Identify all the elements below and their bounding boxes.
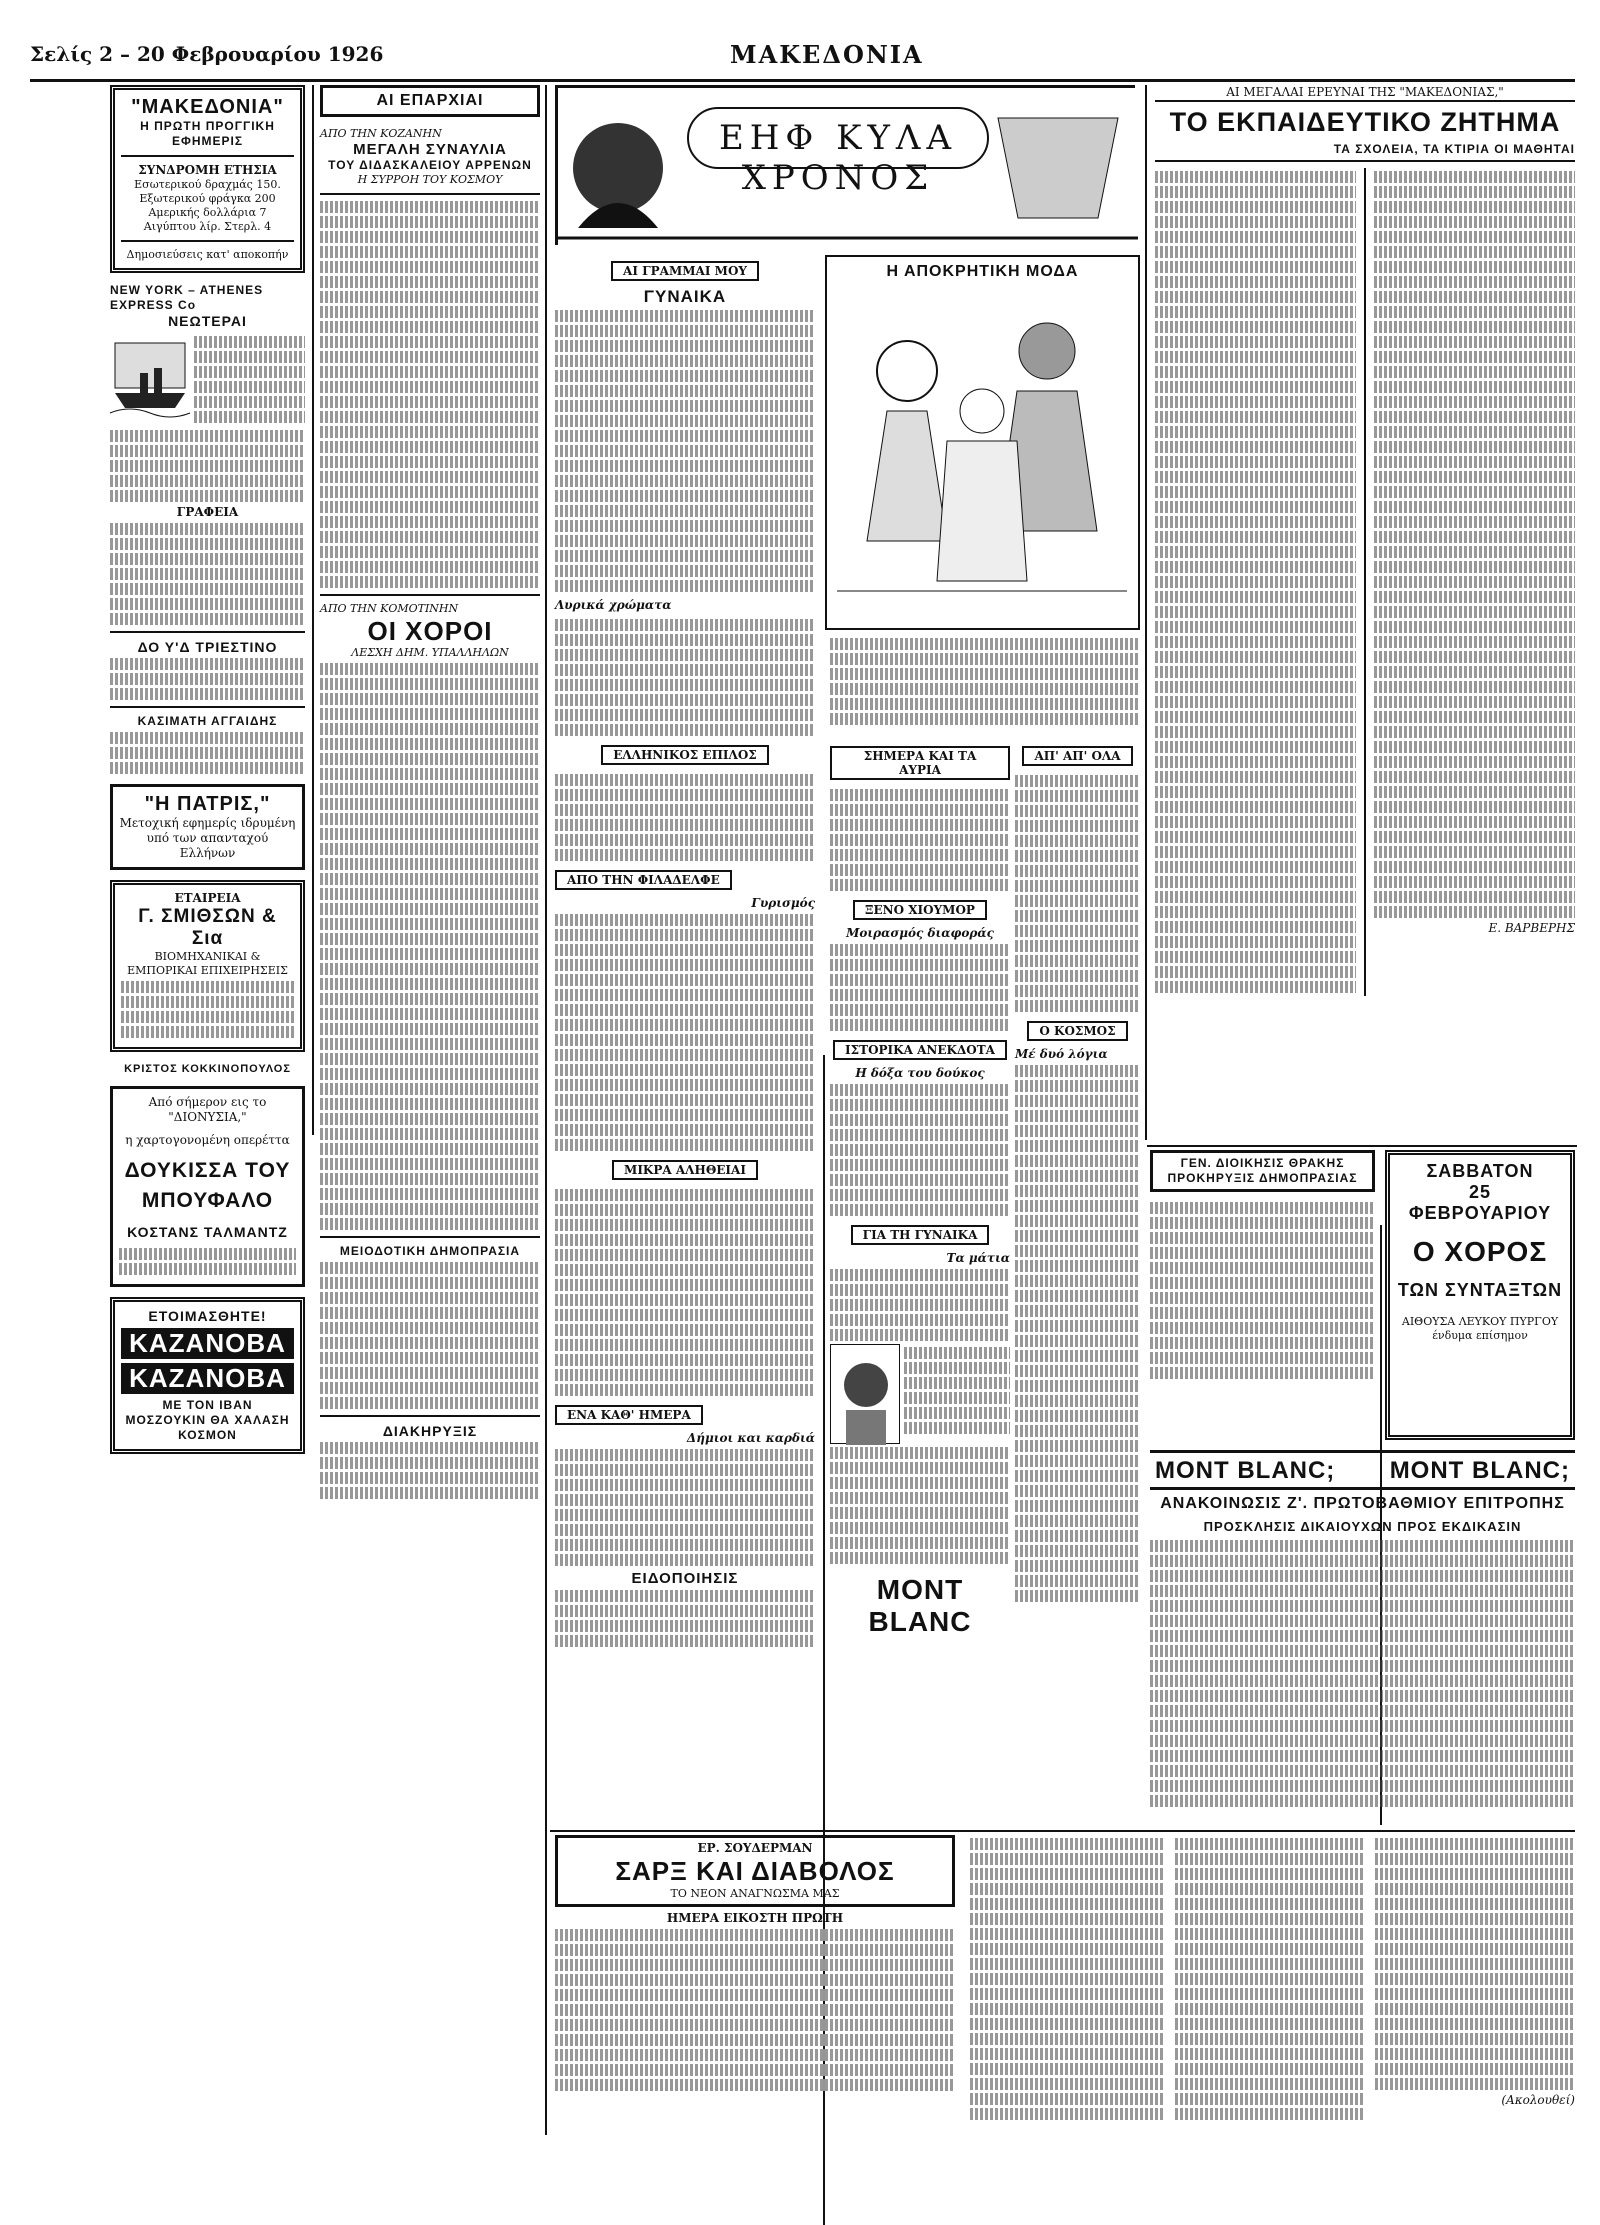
kazanova-ad — [110, 1297, 305, 1454]
agencies-heading: ΓΡΑΦΕΙΑ — [176, 505, 239, 519]
subscription-line: Εσωτερικού δραχμάς 150. — [134, 178, 281, 191]
label-strange: ΞΕΝΟ ΧΙΟΥΜΟΡ — [853, 900, 987, 920]
page-date: Σελίς 2 – 20 Φεβρουαρίου 1926 — [30, 42, 384, 66]
patris-title: "Η ΠΑΤΡΙΣ," — [144, 793, 271, 815]
label-harmony: ΑΠΟ ΤΗΝ ΦΙΛΑΔΕΛΦΕ — [555, 870, 732, 890]
carnival-drawing — [827, 281, 1138, 611]
headline-dances: ΟΙ ΧΟΡΟΙ — [367, 616, 493, 646]
patris-text: Μετοχική εφημερίς ιδρυμένη υπό των απανταχού Ελλήνων — [119, 816, 296, 860]
education-kicker: ΑΙ ΜΕΓΑΛΑΙ ΕΡΕΥΝΑΙ ΤΗΣ "ΜΑΚΕΔΟΝΙΑΣ," — [1155, 85, 1575, 102]
headline-people-heart: Δήμιοι και καρδιά — [686, 1431, 815, 1445]
headline-glory: Η δόξα του δούκος — [855, 1066, 985, 1080]
dance-title: Ο ΧΟΡΟΣ — [1412, 1236, 1548, 1267]
subscription-line: Εξωτερικού φράγκα 200 — [139, 192, 276, 205]
dionysia-ad — [110, 1086, 305, 1287]
label-greek-poetry: ΕΛΛΗΝΙΚΟΣ ΕΠΙΛΟΣ — [601, 745, 769, 765]
mont-blanc-bar — [1150, 1450, 1575, 1490]
mont-blanc-right: MONT BLANC; — [1389, 1457, 1570, 1484]
column-rule — [312, 85, 314, 1135]
column-humor — [830, 740, 1010, 1780]
education-signature: Ε. ΒΑΡΒΕΡΗΣ — [1488, 921, 1575, 935]
company-label: ΕΤΑΙΡΕΙΑ — [174, 891, 241, 905]
headline-meeting: ΜΕΓΑΛΗ ΣΥΝΑΥΛΙΑ — [353, 141, 507, 158]
label-world: Ο ΚΟΣΜΟΣ — [1027, 1021, 1127, 1041]
carnival-illustration-box — [825, 255, 1140, 630]
ready-label: ΕΤΟΙΜΑΣΘΗΤΕ! — [148, 1308, 267, 1324]
headline-teachers: ΤΟΥ ΔΙΔΑΣΚΑΛΕΙΟΥ ΑΡΡΕΝΩΝ — [328, 158, 532, 172]
label-one-each-day: ΕΝΑ ΚΑΘ' ΗΜΕΡΑ — [555, 1405, 703, 1425]
kasimatis-heading: ΚΑΣΙΜΑΤΗ ΑΓΓΑΙΔΗΣ — [137, 714, 278, 728]
serial-story — [555, 1835, 1575, 2155]
mont-blanc-left: MONT BLANC; — [1155, 1457, 1336, 1484]
kazanova-title-repeat: ΚΑΖΑΝΟΒΑ — [121, 1363, 294, 1394]
headline-carnival: Η ΑΠΟΚΡΗΤΙΚΗ ΜΟΔΑ — [886, 263, 1079, 280]
headline-with-words: Μέ δυό λόγια — [1015, 1047, 1108, 1061]
trieste-heading: ΔΟ Υ'Δ ΤΡΙΕΣΤΙΝΟ — [137, 639, 278, 655]
portrait-eyes — [830, 1344, 900, 1444]
subscription-heading: ΣΥΝΔΡΟΜΗ ΕΤΗΣΙΑ — [138, 163, 277, 177]
column-ads-left — [110, 85, 305, 2155]
label-from-here: ΑΠ' ΑΠ' ΟΛΑ — [1022, 746, 1132, 766]
education-headline: ΤΟ ΕΚΠΑΙΔΕΥΤΙΚΟ ΖΗΤΗΜΑ — [1169, 107, 1561, 137]
kazanova-sub: ΜΕ ΤΟΝ ΙΒΑΝ ΜΟΣΖΟΥΚΙΝ ΘΑ ΧΑΛΑΣΗ ΚΟΣΜΟΝ — [125, 1398, 290, 1442]
dateline-komotini: ΑΠΟ ΤΗΝ ΚΟΜΟΤΙΝΗΝ — [320, 602, 459, 615]
headline-returning: Γυρισμός — [751, 896, 815, 910]
column-provinces — [320, 85, 540, 1915]
kokkinopoulos-ad: ΚΡΙΣΤΟΣ ΚΟΚΚΙΝΟΠΟΥΛΟΣ — [124, 1063, 291, 1075]
serial-title: ΣΑΡΞ ΚΑΙ ΔΙΑΒΟΛΟΣ — [615, 1856, 895, 1886]
dateline-kozani: ΑΠΟ ΤΗΝ ΚΟΖΑΝΗΝ — [320, 127, 442, 140]
dance-saturday: ΣΑΒΒΑΤΟΝ — [1426, 1161, 1534, 1181]
claims-title: ΠΡΟΣΚΛΗΣΙΣ ΔΙΚΑΙΟΥΧΩΝ ΠΡΟΣ ΕΚΔΙΚΑΣΙΝ — [1203, 1519, 1522, 1534]
headline-lyric: Λυρικά χρώματα — [555, 598, 672, 612]
paper-name: ΜΑΚΕΔΟΝΙΑ — [730, 40, 924, 69]
subscription-line: Αμερικής δολλάρια 7 — [148, 206, 267, 219]
dionysia-star: ΚΟΣΤΑΝΣ ΤΑΛΜΑΝΤΖ — [127, 1224, 288, 1240]
column-rule — [1145, 85, 1147, 1140]
express-title: NEW YORK – ATHENES EXPRESS Co — [110, 283, 264, 312]
company-sub: ΒΙΟΜΗΧΑΝΙΚΑΙ & ΕΜΠΟΡΙΚΑΙ ΕΠΙΧΕΙΡΗΣΕΙΣ — [127, 950, 288, 977]
thrace-sub: ΠΡΟΚΗΡΥΞΙΣ ΔΗΜΟΠΡΑΣΙΑΣ — [1167, 1171, 1358, 1185]
dionysia-mid: η χαρτογονομένη οπερέττα — [125, 1133, 290, 1147]
serial-day: ΗΜΕΡΑ ΕΙΚΟΣΤΗ ΠΡΩΤΗ — [666, 1911, 844, 1925]
serial-subtitle: ΤΟ ΝΕΟΝ ΑΝΑΓΝΩΣΜΑ ΜΑΣ — [670, 1887, 840, 1900]
masthead-subtitle: Η ΠΡΩΤΗ ΠΡΟΓΓΙΚΗ ΕΦΗΜΕΡΙΣ — [140, 119, 275, 148]
masthead-title: "ΜΑΚΕΔΟΝΙΑ" — [131, 96, 284, 118]
express-subtitle: ΝΕΩΤΕΡΑΙ — [168, 313, 247, 329]
headline-notices: ΕΙΔΟΠΟΙΗΣΙΣ — [631, 1570, 739, 1587]
page-header — [30, 38, 1575, 82]
serial-continued: (Ακολουθεί) — [1501, 2093, 1575, 2107]
dance-place: ΑΙΘΟΥΣΑ ΛΕΥΚΟΥ ΠΥΡΓΟΥ — [1401, 1315, 1559, 1328]
label-for-woman: ΓΙΑ ΤΗ ΓΥΝΑΙΚΑ — [851, 1225, 990, 1245]
headline-woman: ΓΥΝΑΙΚΑ — [643, 287, 727, 306]
thrace-title: ΓΕΝ. ΔΙΟΙΚΗΣΙΣ ΘΡΑΚΗΣ — [1180, 1156, 1345, 1170]
label-history: ΙΣΤΟΡΙΚΑ ΑΝΕΚΔΟΤΑ — [833, 1040, 1007, 1060]
banner-illustration — [555, 85, 1135, 245]
headline-fate: Μοιρασμός διαφοράς — [846, 926, 994, 940]
dance-date: 25 ΦΕΒΡΟΥΑΡΙΟΥ — [1408, 1182, 1552, 1223]
headline-declarations: ΔΙΑΚΗΡΥΞΙΣ — [382, 1423, 478, 1439]
ads-note: Δημοσιεύσεις κατ' αποκοπήν — [126, 248, 289, 261]
dance-ad — [1385, 1150, 1575, 1440]
dance-note: ένδυμα επίσημον — [1432, 1329, 1528, 1342]
label-lines: ΑΙ ΓΡΑΜΜΑΙ ΜΟΥ — [611, 261, 759, 281]
masthead-box — [110, 85, 305, 273]
column-woman — [555, 255, 815, 1587]
column-world — [1015, 740, 1140, 1780]
company-ad — [110, 880, 305, 1052]
headline-dances-sub: ΛΕΣΧΗ ΔΗΜ. ΥΠΑΛΛΗΛΩΝ — [351, 646, 509, 659]
headline-auction: ΜΕΙΟΔΟΤΙΚΗ ΔΗΜΟΠΡΑΣΙΑ — [339, 1244, 521, 1258]
thrace-notice — [1150, 1150, 1375, 1460]
column-education — [1155, 85, 1575, 1140]
label-today-tomorrow: ΣΗΜΕΡΑ ΚΑΙ ΤΑ ΑΥΡΙΑ — [830, 746, 1010, 780]
dionysia-title: ΔΟΥΚΙΣΣΑ ΤΟΥ ΜΠΟΥΦΑΛΟ — [124, 1159, 291, 1212]
company-name: Γ. ΣΜΙΘΣΩΝ & Σια — [138, 906, 277, 949]
mont-blanc-tease: MONT BLANC — [868, 1574, 972, 1637]
column-rule — [545, 85, 547, 2135]
provinces-heading-box — [320, 85, 540, 117]
education-subhead: ΤΑ ΣΧΟΛΕΙΑ, ΤΑ ΚΤΙΡΙΑ ΟΙ ΜΑΘΗΤΑΙ — [1155, 142, 1575, 162]
label-small-news: ΜΙΚΡΑ ΑΛΗΘΕΙΑΙ — [612, 1160, 758, 1180]
claims-notice — [1150, 1495, 1575, 1825]
headline-crowd: Η ΣΥΡΡΟΗ ΤΟΥ ΚΟΣΜΟΥ — [357, 173, 503, 186]
patris-ad — [110, 784, 305, 870]
claims-announcement: ΑΝΑΚΟΙΝΩΣΙΣ Ζ'. ΠΡΩΤΟΒΑΘΜΙΟΥ ΕΠΙΤΡΟΠΗΣ — [1160, 1495, 1565, 1512]
headline-eyes: Τα μάτια — [946, 1251, 1010, 1265]
dionysia-top: Από σήμερον εις το "ΔΙΟΝΥΣΙΑ," — [148, 1095, 267, 1124]
kazanova-title: ΚΑΖΑΝΟΒΑ — [121, 1328, 294, 1359]
dance-of: ΤΩΝ ΣΥΝΤΑΞΤΩΝ — [1397, 1280, 1563, 1300]
provinces-heading: ΑΙ ΕΠΑΡΧΙΑΙ — [376, 92, 484, 109]
ship-illustration — [110, 333, 190, 423]
subscription-line: Αιγύπτου λίρ. Στερλ. 4 — [143, 220, 272, 233]
banner-title: ΕΗΦ ΚΥΛΑ ΧΡΟΝΟΣ — [718, 118, 958, 198]
serial-author: ΕΡ. ΣΟΥΔΕΡΜΑΝ — [697, 1841, 813, 1855]
